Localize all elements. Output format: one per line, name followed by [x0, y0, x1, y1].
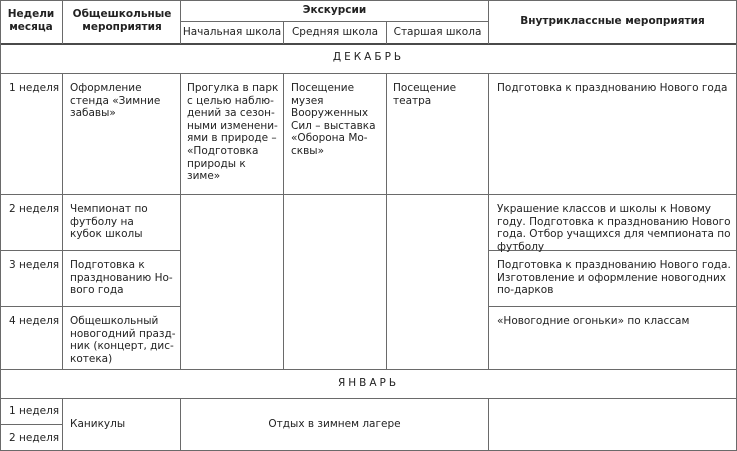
row-divider	[0, 306, 181, 307]
table-border-top	[0, 0, 737, 1]
row-divider	[488, 306, 737, 307]
header-senior-school: Старшая школа	[393, 26, 482, 38]
month-december: ДЕКАБРЬ	[332, 51, 405, 63]
header-class-events: Внутриклассные мероприятия	[520, 15, 705, 27]
week-label: 4 неделя	[9, 315, 60, 327]
week-label: 2 неделя	[9, 203, 60, 215]
week-label: 2 неделя	[9, 432, 60, 444]
class-event: Подготовка к празднованию Нового года. Изготовление и оформление новогодних по-дарков	[497, 259, 731, 297]
row-divider	[0, 194, 737, 195]
january-divider	[0, 369, 737, 370]
header-divider	[0, 43, 737, 45]
col-divider	[283, 73, 284, 370]
header-middle-school: Средняя школа	[291, 26, 379, 38]
excursion-divider	[180, 21, 489, 22]
col-divider	[62, 398, 63, 451]
header-excursions: Экскурсии	[302, 4, 367, 16]
header-primary-school: Начальная школа	[182, 26, 282, 38]
col-divider	[488, 398, 489, 451]
class-event: «Новогодние огоньки» по классам	[497, 315, 690, 327]
col-divider	[488, 73, 489, 370]
col-divider	[386, 73, 387, 370]
school-event: Оформление стенда «Зимние забавы»	[70, 82, 161, 120]
class-event: Подготовка к празднованию Нового года	[497, 82, 728, 94]
row-divider	[0, 398, 737, 399]
col-divider	[62, 73, 63, 370]
school-event: Чемпионат по футболу на кубок школы	[70, 203, 148, 241]
week-label: 3 неделя	[9, 259, 60, 271]
excursion-senior: Посещение театра	[393, 82, 457, 107]
excursion-primary: Прогулка в парк с целью наблю-дений за сезон-ными изменени-ями в природе – «Подготовка природы к зиме»	[187, 82, 279, 183]
school-event: Подготовка к празднованию Но-вого года	[70, 259, 173, 297]
month-january: ЯНВАРЬ	[337, 377, 400, 389]
row-divider	[0, 424, 62, 425]
header-week: Недели месяца	[7, 8, 55, 33]
week-label: 1 неделя	[9, 405, 60, 417]
row-divider	[0, 250, 181, 251]
col-divider	[62, 0, 63, 44]
december-divider	[0, 73, 737, 74]
header-school-events: Общешкольные мероприятия	[72, 8, 172, 33]
excursion-middle: Посещение музея Вооруженных Сил – выставка «Оборона Мо-сквы»	[291, 82, 376, 157]
col-divider	[180, 73, 181, 370]
class-event: Украшение классов и школы к Новому году. Подготовка к празднованию Нового года. Отбор учащихся для чемпионата по футболу	[497, 203, 731, 253]
school-event: Общешкольный новогодний празд-ник (концерт, дис-котека)	[70, 315, 176, 365]
school-event: Каникулы	[70, 418, 126, 430]
excursion-winter-camp: Отдых в зимнем лагере	[268, 418, 401, 430]
week-label: 1 неделя	[9, 82, 60, 94]
